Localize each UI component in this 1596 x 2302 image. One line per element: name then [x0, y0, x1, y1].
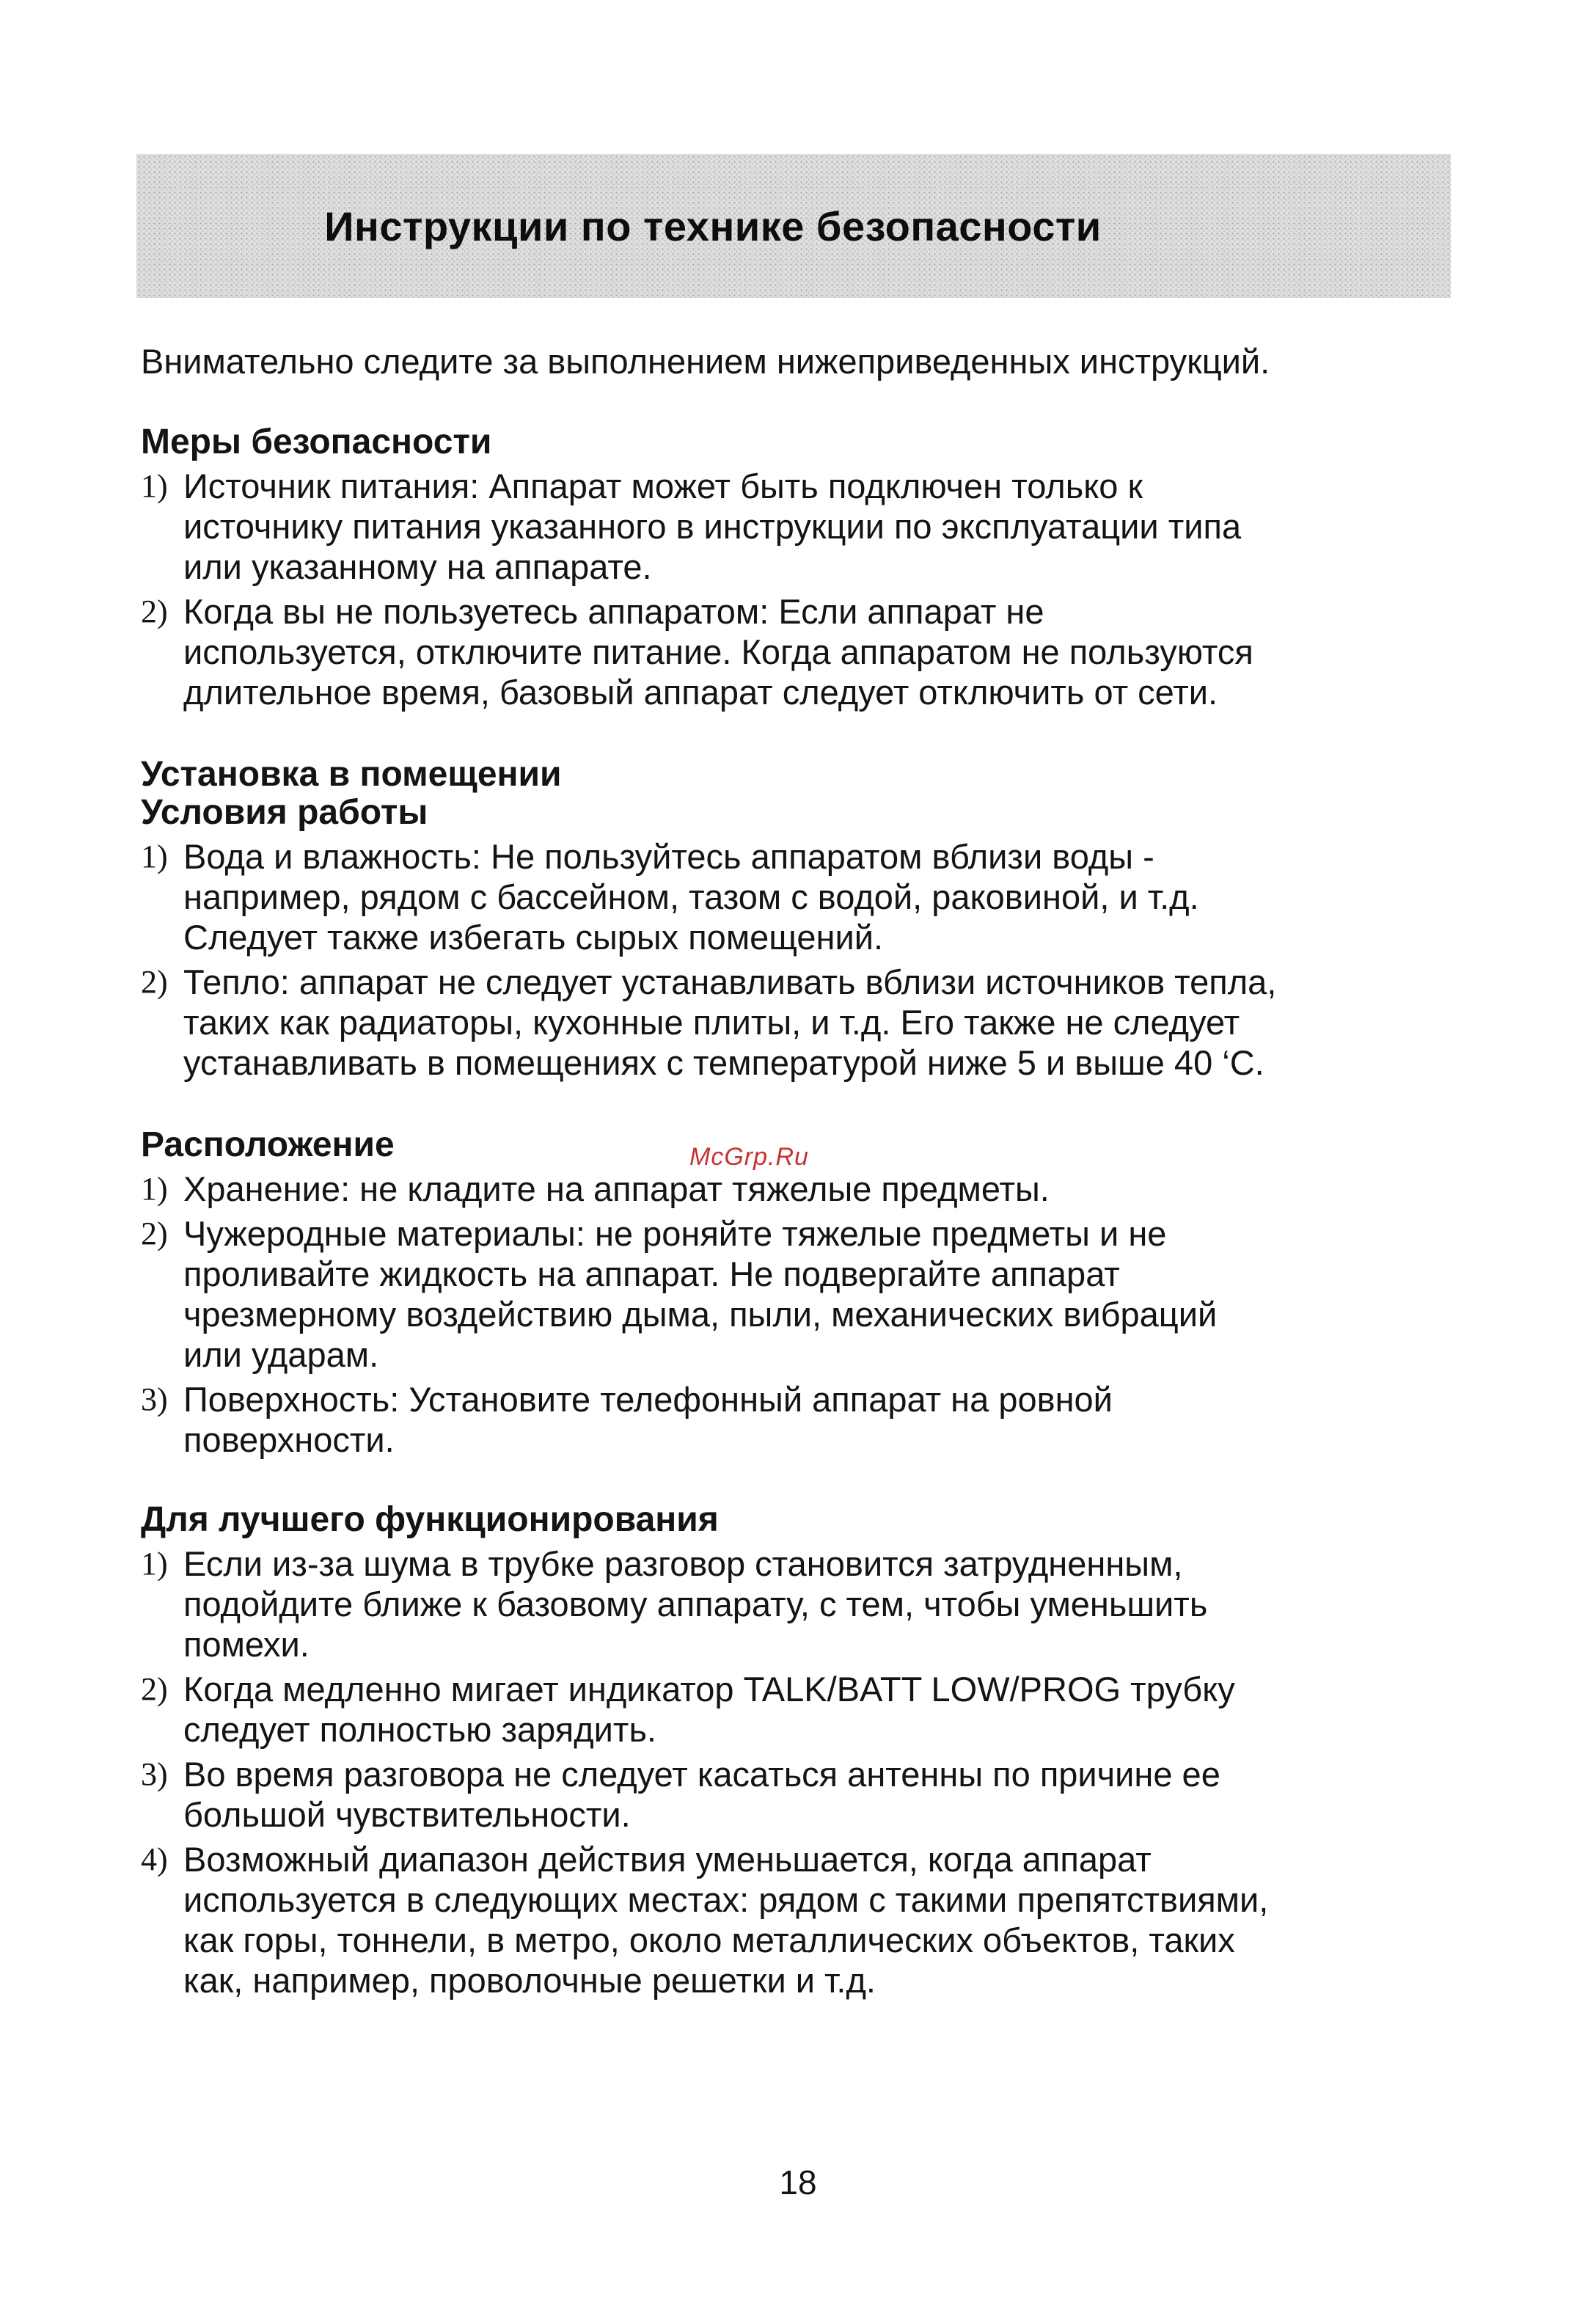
- item-line: проливайте жидкость на аппарат. Не подвергайте аппарат: [183, 1254, 1120, 1293]
- item-line: Источник питания: Аппарат может быть подключен только к: [183, 467, 1143, 505]
- section-safety: [141, 423, 1461, 712]
- item-line: источнику питания указанного в инструкции по эксплуатации типа: [183, 507, 1242, 546]
- list-item: [141, 591, 1461, 712]
- item-number: 2): [141, 1671, 168, 1707]
- section-heading: Для лучшего функционирования: [141, 1500, 719, 1539]
- item-line: устанавливать в помещениях с температурой ниже 5 и выше 40 ‘С.: [183, 1043, 1264, 1082]
- item-line: таких как радиаторы, кухонные плиты, и т.д. Его также не следует: [183, 1003, 1240, 1042]
- item-line: чрезмерному воздействию дыма, пыли, механических вибраций: [183, 1295, 1218, 1334]
- section-heading: Установка в помещении: [141, 755, 562, 794]
- list-item: [141, 1543, 1461, 1665]
- item-list: [141, 836, 1461, 1083]
- list-item: [141, 1213, 1461, 1375]
- item-line: Поверхность: Установите телефонный аппарат на ровной: [183, 1380, 1113, 1419]
- item-number: 4): [141, 1841, 168, 1877]
- list-item: [141, 836, 1461, 957]
- item-line: Вода и влажность: Не пользуйтесь аппаратом вблизи воды -: [183, 837, 1154, 876]
- list-item: [141, 1379, 1461, 1460]
- item-number: 1): [141, 1546, 168, 1582]
- list-item: [141, 1839, 1461, 2000]
- item-line: например, рядом с бассейном, тазом с водой, раковиной, и т.д.: [183, 877, 1199, 916]
- item-number: 1): [141, 1171, 168, 1207]
- item-line: следует полностью зарядить.: [183, 1710, 656, 1749]
- item-number: 3): [141, 1756, 168, 1792]
- item-line: используется в следующих местах: рядом с такими препятствиями,: [183, 1880, 1269, 1919]
- item-line: помехи.: [183, 1625, 310, 1664]
- item-line: Во время разговора не следует касаться антенны по причине ее: [183, 1755, 1220, 1794]
- intro-text: Внимательно следите за выполнением нижеприведенных инструкций.: [141, 342, 1270, 381]
- item-line: Следует также избегать сырых помещений.: [183, 918, 884, 957]
- list-item: [141, 1754, 1461, 1835]
- item-line: Если из-за шума в трубке разговор становится затрудненным,: [183, 1544, 1183, 1583]
- item-number: 2): [141, 1216, 168, 1252]
- item-list: [141, 1169, 1461, 1460]
- watermark: McGrp.Ru: [689, 1143, 809, 1171]
- item-number: 2): [141, 593, 168, 629]
- item-line: Когда вы не пользуетесь аппаратом: Если аппарат не: [183, 592, 1044, 631]
- item-line: Чужеродные материалы: не роняйте тяжелые предметы и не: [183, 1214, 1167, 1253]
- list-item: [141, 1669, 1461, 1750]
- item-line: Тепло: аппарат не следует устанавливать вблизи источников тепла,: [183, 962, 1277, 1001]
- item-line: или указанному на аппарате.: [183, 547, 652, 586]
- item-line: Возможный диапазон действия уменьшается, когда аппарат: [183, 1840, 1152, 1879]
- section-placement: [141, 1126, 1461, 1460]
- item-line: Когда медленно мигает индикатор TALK/BATT LOW/PROG трубку: [183, 1670, 1235, 1709]
- item-line: Хранение: не кладите на аппарат тяжелые предметы.: [183, 1169, 1050, 1208]
- item-line: большой чувствительности.: [183, 1795, 631, 1834]
- item-list: [141, 466, 1461, 712]
- item-number: 1): [141, 468, 168, 504]
- item-number: 2): [141, 964, 168, 1000]
- item-line: как, например, проволочные решетки и т.д.: [183, 1961, 876, 2000]
- list-item: [141, 962, 1461, 1083]
- page-number: 18: [779, 2163, 817, 2201]
- section-performance: [141, 1501, 1461, 2000]
- item-line: длительное время, базовый аппарат следует отключить от сети.: [183, 673, 1218, 712]
- section-installation: [141, 756, 1461, 1083]
- section-heading: Меры безопасности: [141, 423, 492, 461]
- section-subheading: Условия работы: [141, 793, 428, 832]
- list-item: [141, 466, 1461, 587]
- item-line: или ударам.: [183, 1335, 379, 1374]
- item-number: 1): [141, 838, 168, 874]
- item-line: используется, отключите питание. Когда аппаратом не пользуются: [183, 632, 1253, 671]
- item-list: [141, 1543, 1461, 2000]
- page-title: Инструкции по технике безопасности: [324, 202, 1102, 249]
- item-line: поверхности.: [183, 1420, 395, 1459]
- item-number: 3): [141, 1381, 168, 1417]
- item-line: подойдите ближе к базовому аппарату, с тем, чтобы уменьшить: [183, 1585, 1208, 1623]
- section-heading: Расположение: [141, 1125, 395, 1164]
- title-banner: [136, 154, 1451, 298]
- list-item: [141, 1169, 1461, 1209]
- item-line: как горы, тоннели, в метро, около металлических объектов, таких: [183, 1921, 1235, 1959]
